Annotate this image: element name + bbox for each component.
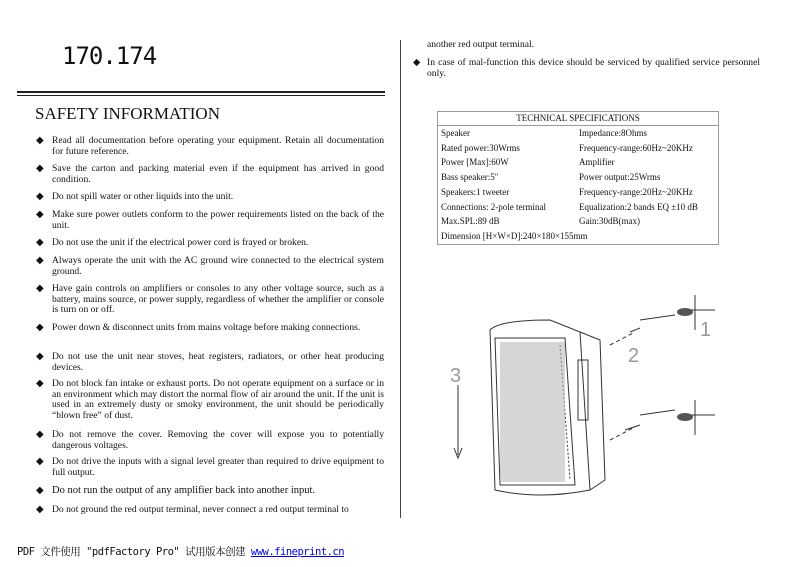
diamond-icon: ◆ — [36, 429, 44, 440]
diamond-icon: ◆ — [36, 237, 44, 248]
safety-bullet — [36, 210, 384, 231]
spec-cell: Dimension [H×W×D]:240×180×155mm — [441, 230, 588, 241]
safety-bullet — [36, 352, 384, 373]
spec-cell: Max.SPL:89 dB — [441, 216, 500, 227]
diamond-icon: ◆ — [36, 378, 44, 389]
spec-cell: Gain:30dB(max) — [579, 216, 640, 227]
speaker-mounting-diagram — [440, 290, 720, 520]
bullet-text: Do not use the unit if the electrical power cord is frayed or broken. — [52, 237, 309, 248]
spec-row — [438, 229, 718, 244]
diamond-icon: ◆ — [36, 255, 44, 266]
bullet-text: Have gain controls on amplifiers or consoles to any other voltage source, such as a battery, mains source, or power supply, regardless of whether the amplifier or console is turn on or off. — [52, 283, 384, 315]
diamond-icon: ◆ — [413, 57, 421, 68]
spec-cell: Frequency-range:60Hz~20KHz — [579, 142, 693, 153]
spec-row — [438, 200, 718, 215]
safety-bullet — [36, 256, 384, 277]
service-bullet — [413, 58, 760, 79]
title-rule — [17, 91, 385, 93]
bullet-text: Always operate the unit with the AC ground wire connected to the electrical system ground. — [52, 255, 384, 277]
safety-bullet — [36, 430, 384, 451]
bullet-text: Do not block fan intake or exhaust ports. Do not operate equipment on a surface or in an environment which may distort the normal flow of air around the unit. If the unit is used in an extremely dusty or smoky environment, the unit should be periodically “blown free” of dust. — [52, 378, 384, 421]
title-rule-thin — [17, 95, 385, 96]
diamond-icon: ◆ — [36, 163, 44, 174]
spec-row — [438, 141, 718, 156]
footer-link[interactable]: www.fineprint.cn — [250, 546, 345, 558]
document-title: 170.174 — [62, 42, 157, 70]
footer-text: PDF 文件使用 "pdfFactory Pro" 试用版本创建 — [17, 546, 251, 558]
spec-cell: Rated power:30Wrms — [441, 142, 520, 153]
bullet-text: Do not remove the cover. Removing the cover will expose you to potentially dangerous voltages. — [52, 429, 384, 451]
bullet-text: Do not run the output of any amplifier back into another input. — [52, 485, 316, 496]
column-divider — [400, 40, 401, 518]
spec-cell: Amplifier — [579, 157, 615, 168]
diamond-icon: ◆ — [36, 504, 44, 515]
diamond-icon: ◆ — [36, 135, 44, 146]
safety-bullet — [36, 136, 384, 157]
bullet-text: Do not ground the red output terminal, never connect a red output terminal to — [52, 504, 349, 515]
continued-text: another red output terminal. — [427, 39, 535, 50]
screw-icon — [677, 308, 693, 316]
spec-cell: Power output:25Wrms — [579, 172, 661, 183]
spec-cell: Power [Max]:60W — [441, 157, 509, 168]
diamond-icon: ◆ — [36, 283, 44, 294]
bullet-text: Read all documentation before operating your equipment. Retain all documentation for future reference. — [52, 135, 384, 157]
diamond-icon: ◆ — [36, 456, 44, 467]
step-label: 2 — [628, 345, 640, 367]
safety-bullet — [36, 164, 384, 185]
footer — [17, 544, 344, 559]
safety-bullet — [36, 192, 384, 203]
spec-table — [437, 111, 719, 245]
spec-cell: Equalization:2 bands EQ ±10 dB — [579, 201, 698, 212]
bullet-text: Do not spill water or other liquids into the unit. — [52, 191, 234, 202]
diamond-icon: ◆ — [36, 485, 44, 496]
diamond-icon: ◆ — [36, 191, 44, 202]
safety-bullet — [36, 505, 384, 516]
safety-bullet — [36, 486, 384, 497]
safety-bullet — [36, 323, 384, 334]
spec-row — [438, 214, 718, 229]
diamond-icon: ◆ — [36, 209, 44, 220]
spec-cell: Speakers:1 tweeter — [441, 186, 510, 197]
spec-cell: Bass speaker:5" — [441, 172, 499, 183]
spec-cell: Connections: 2-pole terminal — [441, 201, 546, 212]
spec-row — [438, 155, 718, 170]
step-label: 3 — [450, 365, 462, 387]
spec-heading: TECHNICAL SPECIFICATIONS — [438, 112, 718, 126]
section-heading: SAFETY INFORMATION — [35, 104, 220, 123]
bullet-text: Power down & disconnect units from mains voltage before making connections. — [52, 322, 361, 333]
step-label: 1 — [700, 319, 712, 341]
bullet-text: Do not use the unit near stoves, heat registers, radiators, or other heat producing devices. — [52, 351, 384, 373]
spec-row — [438, 185, 718, 200]
safety-bullet — [36, 379, 384, 421]
bullet-text: In case of mal-function this device should be serviced by qualified service personnel only. — [427, 57, 760, 79]
spec-row — [438, 170, 718, 185]
spec-cell: Speaker — [441, 128, 470, 138]
bullet-text: Do not drive the inputs with a signal level greater than required to drive equipment to full output. — [52, 456, 384, 478]
spec-cell: Impedance:8Ohms — [579, 128, 647, 138]
spec-row — [438, 126, 718, 141]
spec-cell: Frequency-range:20Hz~20KHz — [579, 186, 693, 197]
safety-bullet — [36, 238, 384, 249]
bullet-text: Save the carton and packing material even if the equipment has arrived in good condition. — [52, 163, 384, 185]
diamond-icon: ◆ — [36, 322, 44, 333]
safety-bullet — [36, 284, 384, 316]
safety-bullet — [36, 457, 384, 478]
diamond-icon: ◆ — [36, 351, 44, 362]
screw-icon — [677, 413, 693, 421]
bullet-text: Make sure power outlets conform to the power requirements listed on the back of the unit. — [52, 209, 384, 231]
